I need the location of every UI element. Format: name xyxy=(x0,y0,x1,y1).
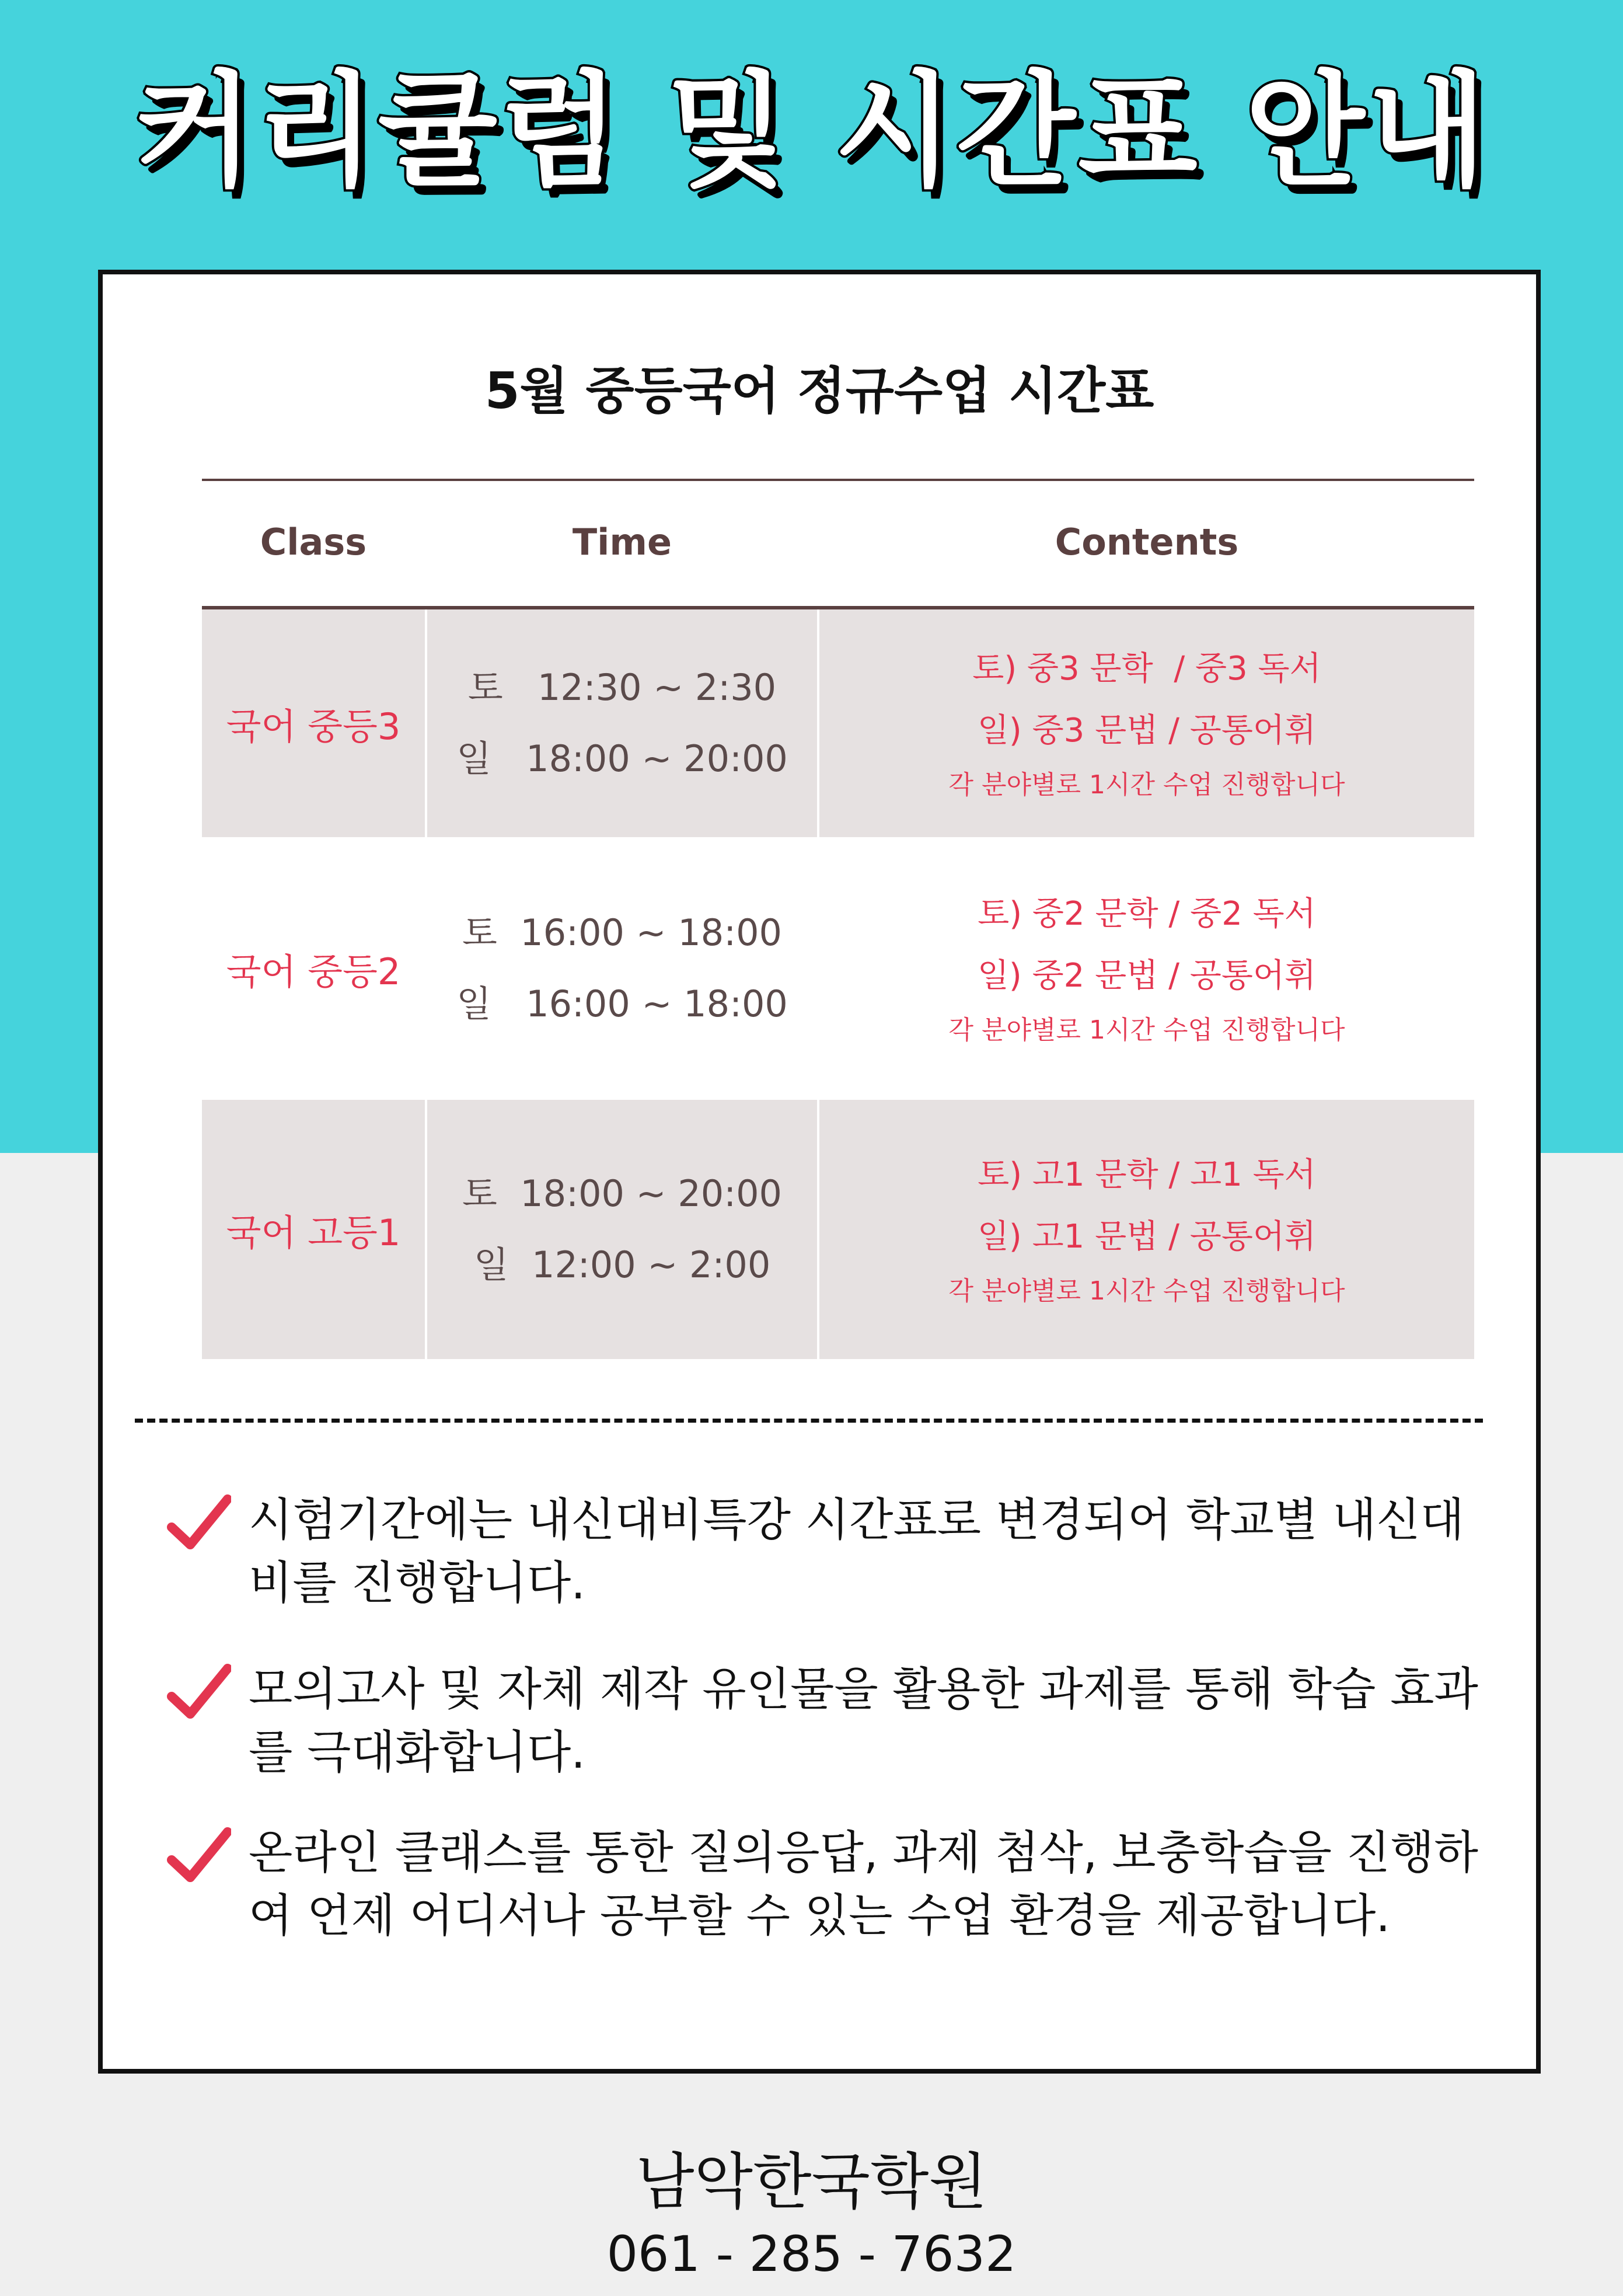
content-note: 각 분야별로 1시간 수업 진행합니다 xyxy=(948,1276,1345,1306)
class-cell xyxy=(202,1100,425,1359)
content-sunday: 일) 고1 문법 / 공통어휘 xyxy=(977,1218,1317,1256)
academy-name: 남악한국학원 xyxy=(636,2146,987,2217)
time-cell xyxy=(427,609,817,837)
content-saturday: 토) 중2 문학 / 중2 독서 xyxy=(978,895,1316,933)
note-text: 온라인 클래스를 통한 질의응답, 과제 첨삭, 보충학습을 진행하여 언제 어디서나 공부할 수 있는 수업 환경을 제공합니다. xyxy=(249,1827,1478,1942)
column-header-class: Class xyxy=(260,521,367,563)
column-divider xyxy=(817,609,819,837)
column-divider xyxy=(425,609,427,837)
contents-cell xyxy=(819,837,1474,1100)
table-row xyxy=(202,1100,1474,1359)
content-sunday: 일) 중3 문법 / 공통어휘 xyxy=(977,712,1317,750)
check-mark-icon xyxy=(167,1493,231,1552)
content-note: 각 분야별로 1시간 수업 진행합니다 xyxy=(948,1015,1345,1045)
check-mark-icon xyxy=(167,1826,231,1884)
column-header-contents: Contents xyxy=(1055,521,1239,563)
class-name: 국어 중등3 xyxy=(226,705,401,748)
class-cell xyxy=(202,609,425,837)
time-saturday: 토 18:00 ~ 20:00 xyxy=(462,1172,783,1215)
table-row xyxy=(202,837,1474,1100)
contents-cell xyxy=(819,609,1474,837)
contents-cell xyxy=(819,1100,1474,1359)
content-sunday: 일) 중2 문법 / 공통어휘 xyxy=(977,957,1317,995)
content-saturday: 토) 고1 문학 / 고1 독서 xyxy=(978,1156,1316,1194)
phone-number: 061 - 285 - 7632 xyxy=(606,2225,1017,2283)
column-divider xyxy=(425,1100,427,1359)
content-saturday: 토) 중3 문학 / 중3 독서 xyxy=(972,650,1321,688)
check-mark-icon xyxy=(167,1663,231,1721)
class-name: 국어 중등2 xyxy=(226,950,401,993)
time-sunday: 일 16:00 ~ 18:00 xyxy=(456,982,788,1025)
dashed-divider xyxy=(135,1419,1483,1423)
note-text: 모의고사 및 자체 제작 유인물을 활용한 과제를 통해 학습 효과를 극대화합니다. xyxy=(249,1663,1478,1779)
column-header-time: Time xyxy=(572,521,672,563)
time-saturday: 토 12:30 ~ 2:30 xyxy=(467,666,777,709)
note-text: 시험기간에는 내신대비특강 시간표로 변경되어 학교별 내신대비를 진행합니다. xyxy=(249,1494,1465,1609)
time-cell xyxy=(427,1100,817,1359)
page-headline: 커리큘럼 및 시간표 안내 xyxy=(134,59,1489,203)
schedule-title: 5월 중등국어 정규수업 시간표 xyxy=(484,362,1154,420)
time-sunday: 일 18:00 ~ 20:00 xyxy=(456,737,788,780)
class-cell xyxy=(202,837,425,1100)
table-row xyxy=(202,609,1474,837)
time-cell xyxy=(427,837,817,1100)
time-sunday: 일 12:00 ~ 2:00 xyxy=(473,1243,771,1286)
class-name: 국어 고등1 xyxy=(226,1211,401,1254)
content-note: 각 분야별로 1시간 수업 진행합니다 xyxy=(948,770,1345,800)
time-saturday: 토 16:00 ~ 18:00 xyxy=(462,911,783,954)
column-divider xyxy=(817,1100,819,1359)
schedule-card xyxy=(98,270,1541,2074)
